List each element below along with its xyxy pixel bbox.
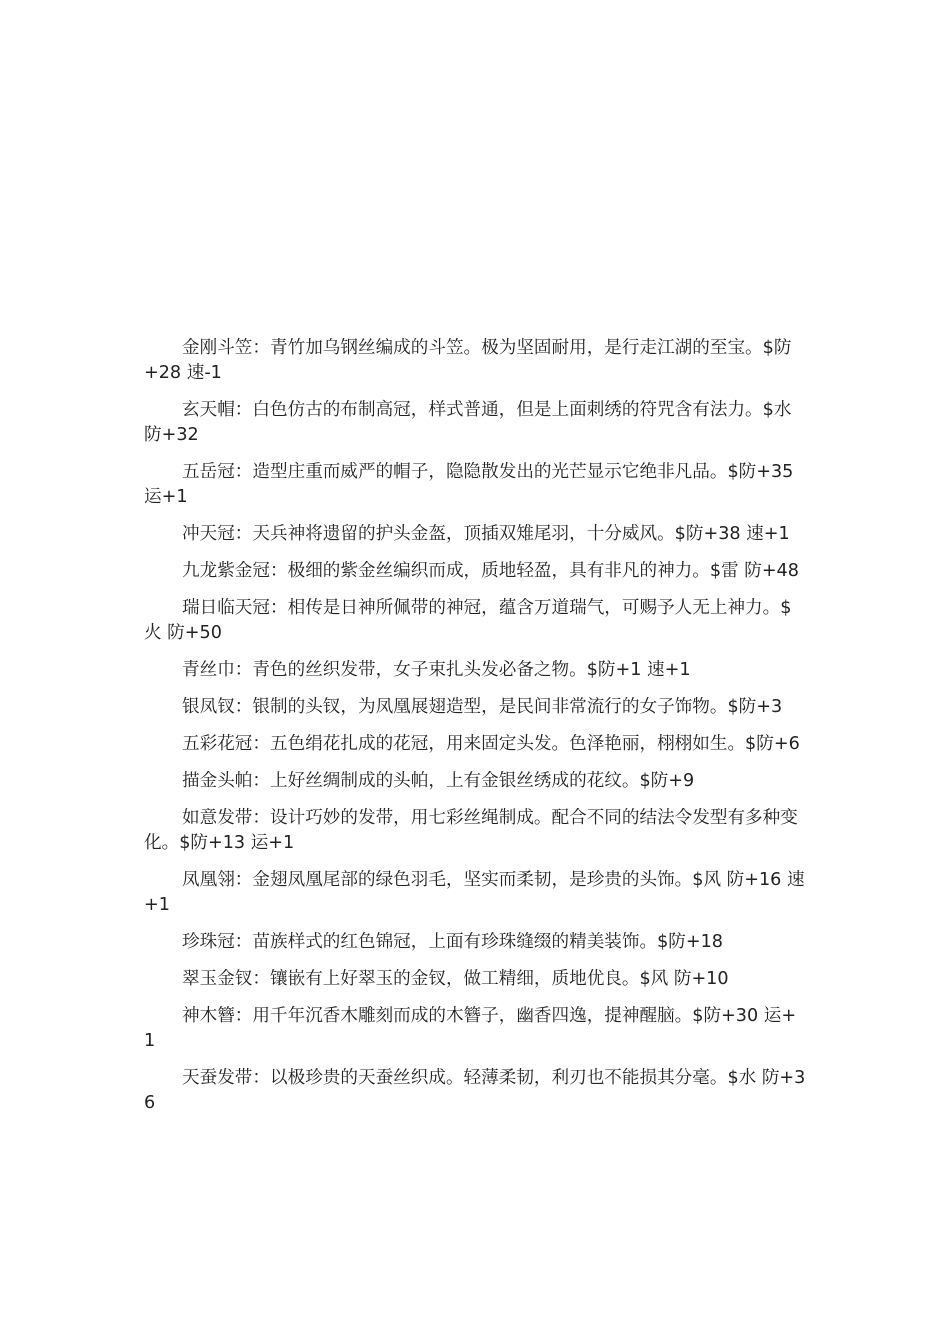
name-separator: ： — [252, 771, 270, 791]
item-name: 天蚕发带 — [182, 1068, 253, 1088]
item-description: 相传是日神所佩带的神冠，蕴含万道瑞气，可赐予人无上神力。$火 防+50 — [144, 598, 792, 643]
name-separator: ： — [269, 561, 288, 581]
item-description: 上好丝绸制成的头帕，上有金银丝绣成的花纹。$防+9 — [270, 771, 695, 791]
name-separator: ： — [252, 969, 270, 989]
item-name: 冲天冠 — [182, 524, 235, 544]
item-description: 极细的紫金丝编织而成，质地轻盈，具有非凡的神力。$雷 防+48 — [287, 561, 799, 581]
item-description: 青竹加乌钢丝编成的斗笠。极为坚固耐用，是行走江湖的至宝。$防+28 速-1 — [144, 338, 792, 383]
name-separator: ： — [234, 462, 253, 482]
item-description: 造型庄重而威严的帽子，隐隐散发出的光芒显示它绝非凡品。$防+35 运+1 — [144, 462, 794, 507]
item-name: 描金头帕 — [182, 771, 253, 791]
name-separator: ： — [252, 1068, 270, 1088]
item-entry — [144, 1004, 806, 1054]
item-name: 五岳冠 — [182, 462, 235, 482]
item-entry — [144, 460, 806, 510]
item-description: 青色的丝织发带，女子束扎头发必备之物。$防+1 速+1 — [252, 660, 691, 680]
name-separator: ： — [252, 808, 270, 828]
item-entry — [144, 336, 806, 386]
name-separator: ： — [234, 660, 253, 680]
item-name: 神木簪 — [182, 1006, 235, 1026]
name-separator: ： — [252, 338, 270, 358]
item-entry — [144, 806, 806, 856]
item-entry — [144, 658, 806, 683]
item-name: 如意发带 — [182, 808, 253, 828]
item-description: 以极珍贵的天蚕丝织成。轻薄柔韧，利刃也不能损其分毫。$水 防+36 — [144, 1068, 806, 1113]
item-name: 九龙紫金冠 — [182, 561, 270, 581]
item-description: 五色绢花扎成的花冠，用来固定头发。色泽艳丽，栩栩如生。$防+6 — [270, 734, 800, 754]
item-description: 银制的头钗，为凤凰展翅造型，是民间非常流行的女子饰物。$防+3 — [252, 697, 783, 717]
item-name: 银凤钗 — [182, 697, 235, 717]
item-entry — [144, 868, 806, 918]
item-entry — [144, 967, 806, 992]
item-entry — [144, 769, 806, 794]
name-separator: ： — [234, 697, 253, 717]
item-name: 玄天帽 — [182, 400, 235, 420]
item-entry — [144, 1066, 806, 1116]
item-name: 凤凰翎 — [182, 870, 235, 890]
name-separator: ： — [234, 524, 253, 544]
name-separator: ： — [234, 1006, 253, 1026]
item-entry — [144, 732, 806, 757]
item-entry — [144, 559, 806, 584]
item-name: 珍珠冠 — [182, 932, 235, 952]
item-description: 白色仿古的布制高冠，样式普通，但是上面刺绣的符咒含有法力。$水 防+32 — [144, 400, 792, 445]
item-entry — [144, 596, 806, 646]
item-description: 苗族样式的红色锦冠，上面有珍珠缝缀的精美装饰。$防+18 — [252, 932, 723, 952]
item-name: 五彩花冠 — [182, 734, 253, 754]
name-separator: ： — [234, 932, 253, 952]
item-list — [144, 336, 806, 1128]
item-name: 翠玉金钗 — [182, 969, 253, 989]
item-entry — [144, 398, 806, 448]
name-separator: ： — [234, 400, 253, 420]
item-description: 设计巧妙的发带，用七彩丝绳制成。配合不同的结法令发型有多种变化。$防+13 运+1 — [144, 808, 798, 853]
item-name: 青丝巾 — [182, 660, 235, 680]
item-name: 瑞日临天冠 — [182, 598, 270, 618]
item-description: 天兵神将遗留的护头金盔，顶插双雉尾羽，十分威风。$防+38 速+1 — [252, 524, 790, 544]
item-entry — [144, 695, 806, 720]
item-description: 镶嵌有上好翠玉的金钗，做工精细，质地优良。$风 防+10 — [270, 969, 729, 989]
item-description: 用千年沉香木雕刻而成的木簪子，幽香四逸，提神醒脑。$防+30 运+1 — [144, 1006, 797, 1051]
name-separator: ： — [269, 598, 288, 618]
item-entry — [144, 930, 806, 955]
item-description: 金翅凤凰尾部的绿色羽毛，坚实而柔韧，是珍贵的头饰。$风 防+16 速+1 — [144, 870, 805, 915]
name-separator: ： — [252, 734, 270, 754]
name-separator: ： — [234, 870, 253, 890]
item-entry — [144, 522, 806, 547]
item-name: 金刚斗笠 — [182, 338, 253, 358]
